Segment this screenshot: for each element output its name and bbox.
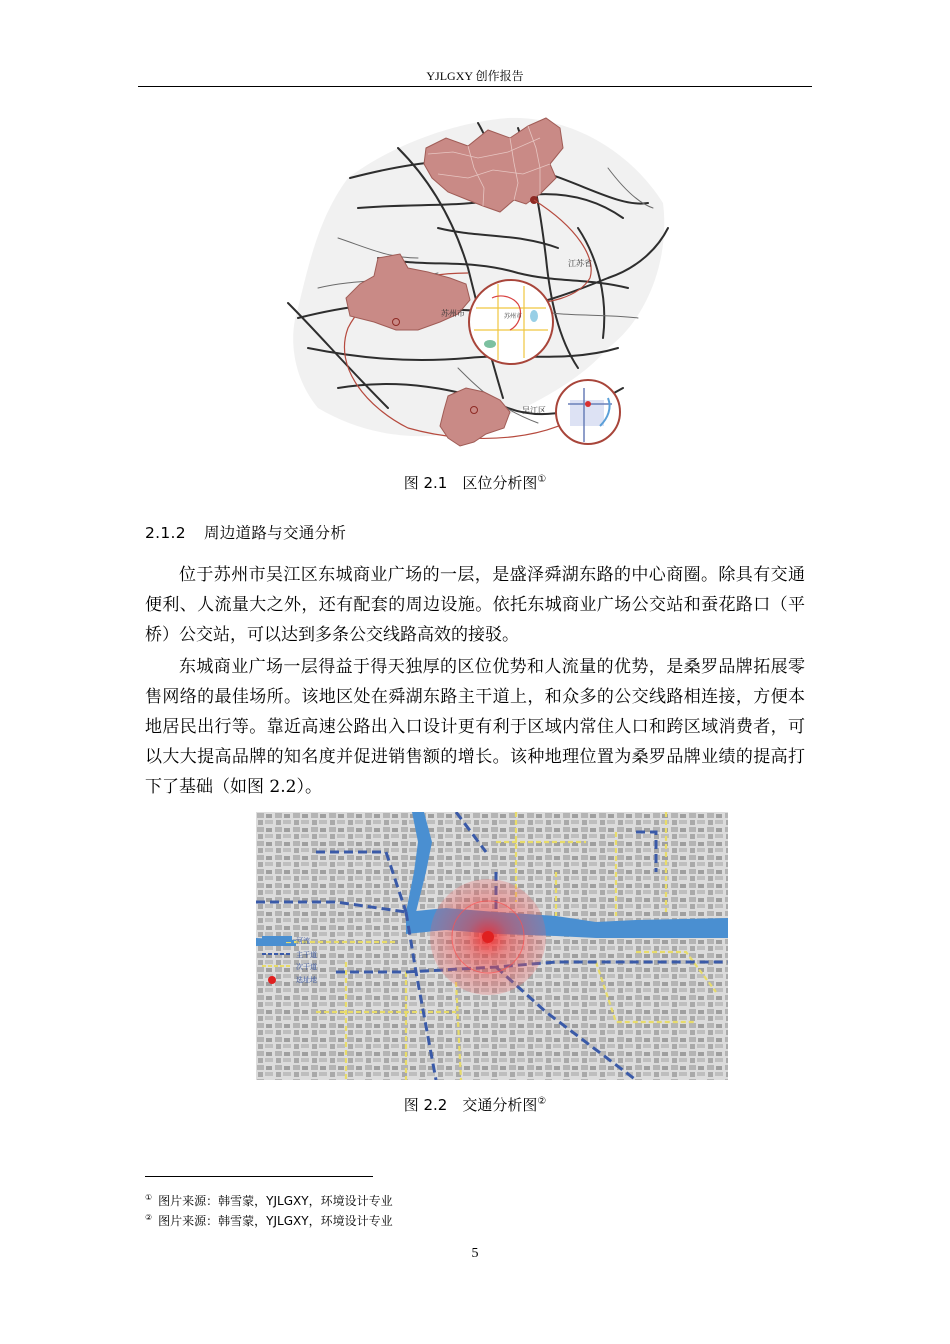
label-province: 江苏省 (568, 259, 592, 268)
paragraph: 位于苏州市吴江区东城商业广场的一层，是盛泽舜湖东路的中心商圈。除具有交通便利、人流量大之外，还有配套的周边设施。依托东城商业广场公交站和蚕花路口（平桥）公交站，可以达到多条公交线路高效的接驳。 (145, 565, 805, 645)
section-title: 周边道路与交通分析 (203, 524, 347, 542)
figure-2-2-caption (138, 1092, 812, 1115)
paragraph: 东城商业广场一层得益于得天独厚的区位优势和人流量的优势，是桑罗品牌拓展零售网络的最佳场所。该地区处在舜湖东路主干道上，和众多的公交线路相连接，方便本地居民出行等。靠近高速公路出入口设计更有利于区域内常住人口和跨区域消费者，可以大大提高品牌的知名度并促进销售额的增长。该种地理位置为桑罗品牌业绩的提高打下了基础（如图 2.2）。 (145, 657, 805, 797)
traffic-analysis-map (256, 812, 728, 1080)
running-header: YJLGXY 创作报告 (426, 69, 524, 83)
footnote-mark: ① (145, 1193, 153, 1202)
legend-label-main-road: 主干道 (296, 951, 317, 959)
page-number: 5 (471, 1246, 479, 1261)
label-district: 吴江区 (522, 406, 546, 415)
footnote-ref: ② (537, 1096, 547, 1107)
footnote (145, 1210, 393, 1229)
footnote-text: 图片来源：韩雪蒙，YJLGXY，环境设计专业 (158, 1194, 393, 1208)
footnote (145, 1190, 393, 1209)
figure-2-1-caption (138, 470, 812, 493)
footnote-ref: ① (537, 474, 547, 485)
legend-swatch-river (262, 936, 292, 942)
label-city: 苏州市 (441, 309, 465, 318)
legend-label-site: 选址地 (296, 976, 317, 984)
footnote-text: 图片来源：韩雪蒙，YJLGXY，环境设计专业 (158, 1214, 393, 1228)
legend-label-secondary-road: 次干道 (296, 963, 317, 971)
legend-swatch-site (268, 976, 276, 984)
footnote-mark: ② (145, 1213, 153, 1222)
legend-label-river: 河流 (296, 937, 310, 945)
header-rule (138, 86, 812, 87)
footnote-rule (145, 1176, 373, 1177)
section-number: 2.1.2 (145, 524, 186, 542)
label-city-small: 苏州市 (504, 313, 523, 320)
caption-text: 图 2.2 交通分析图 (403, 1096, 538, 1114)
caption-text: 图 2.1 区位分析图 (403, 474, 538, 492)
section-heading (145, 522, 346, 544)
location-analysis-map (278, 108, 670, 448)
